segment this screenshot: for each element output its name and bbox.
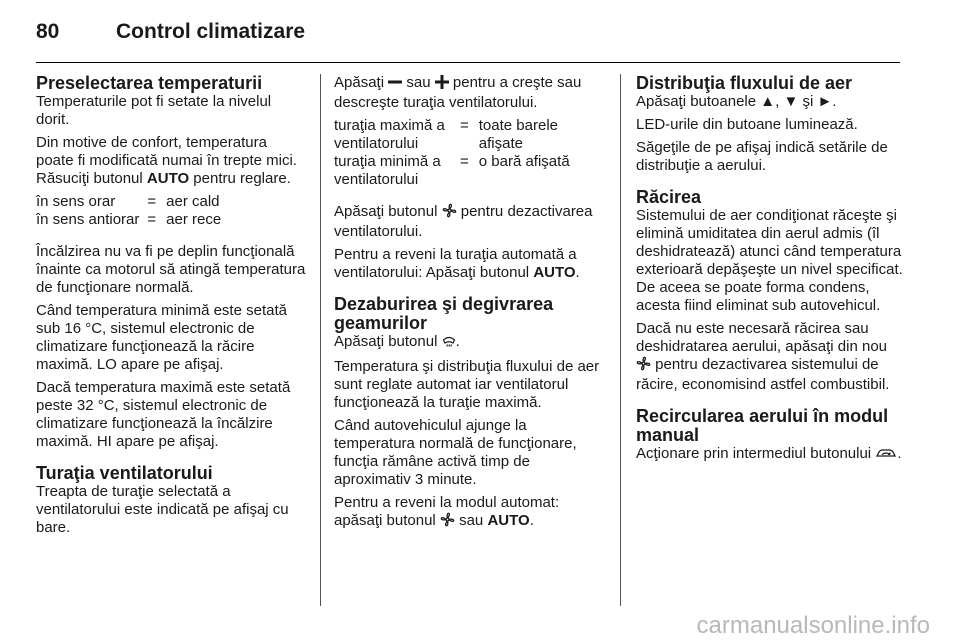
paragraph: Din motive de confort, temperatura poate fi modificată numai în trepte mici. Răsuciţi butonul AUTO pentru reglare. [36, 134, 297, 187]
rotation-table [36, 193, 221, 229]
fan-icon [442, 203, 457, 223]
heading-cooling: Răcirea [636, 187, 702, 207]
column-3 [636, 74, 906, 470]
paragraph: Încălzirea nu va fi pe deplin funcţională înainte ca motorul să atingă temperatura de funcţionare normală. [36, 243, 306, 296]
column-2 [334, 74, 604, 537]
paragraph: Săgeţile de pe afişaj indică setările de distribuţie a aerului. [636, 139, 888, 174]
auto-button-ref: AUTO [533, 264, 576, 281]
paragraph: Temperaturile pot fi setate la nivelul dorit. [36, 93, 272, 128]
column-1 [36, 74, 308, 542]
heading-air-distribution: Distribuţia fluxului de aer [636, 73, 853, 93]
column-divider-1 [320, 74, 321, 606]
paragraph: Acţionare prin intermediul butonului . [636, 445, 906, 465]
windshield-defrost-icon [442, 334, 456, 353]
auto-button-ref: AUTO [487, 512, 530, 529]
watermark: carmanualsonline.info [696, 612, 930, 639]
fan-icon [636, 356, 651, 376]
table-row: turaţia maximă a ventilatorului = toate barele afişate [334, 117, 558, 152]
page-number: 80 [36, 20, 60, 43]
minus-icon [388, 75, 402, 94]
paragraph: Când temperatura minimă este setată sub 16 °C, sistemul electronic de climatizare funcţionează la răcire maximă. LO apare pe afişaj. [36, 302, 287, 373]
paragraph: Apăsaţi butoanele ▲, ▼ şi ►. [636, 93, 837, 110]
paragraph: Apăsaţi butonul . [334, 333, 604, 353]
paragraph: Temperatura şi distribuţia fluxului de aer sunt reglate automat iar ventilatorul funcţionează la turaţie maximă. [334, 358, 600, 411]
heading-recirculation: Recircularea aerului în modul manual [636, 406, 889, 445]
paragraph: Dacă nu este necesară răcirea sau deshidratarea aerului, apăsaţi din nou pentru dezactivarea sistemului de răcire, economisind astfel combustibil. [636, 320, 890, 393]
table-row: turaţia minimă a ventilatorului = o bară afişată [334, 153, 570, 188]
plus-icon [435, 75, 449, 94]
paragraph: Sistemului de aer condiţionat răceşte şi elimină umiditatea din aerul admis (îl deshidratează) atunci când temperatura exterioară depăşeşte un nivel specificat. De aceea se poate forma condens, acesta fiind eliminat sub autovehicul. [636, 207, 903, 314]
fan-speed-table [334, 117, 604, 189]
heading-defrost: Dezaburirea şi degivrarea geamurilor [334, 294, 554, 333]
heading-temperature-preselect: Preselectarea temperaturii [36, 73, 263, 93]
section-title: Control climatizare [116, 20, 306, 43]
recirculation-car-icon [875, 446, 897, 465]
table-row: în sens orar = aer cald [36, 193, 220, 210]
paragraph: LED-urile din butoane luminează. [636, 116, 858, 133]
paragraph: Treapta de turaţie selectată a ventilatorului este indicată pe afişaj cu bare. [36, 483, 289, 536]
paragraph: Apăsaţi sau pentru a creşte sau descreşte turaţia ventilatorului. [334, 74, 582, 111]
paragraph: Dacă temperatura maximă este setată peste 32 °C, sistemul electronic de climatizare funcţionează la încălzire maximă. HI apare pe afişaj. [36, 379, 291, 450]
table-row: în sens antiorar = aer rece [36, 211, 222, 228]
heading-fan-speed: Turaţia ventilatorului [36, 463, 213, 483]
paragraph: Pentru a reveni la modul automat: apăsaţi butonul sau AUTO. [334, 494, 604, 532]
auto-button-ref: AUTO [146, 170, 190, 187]
header-rule [36, 62, 900, 63]
paragraph: Apăsaţi butonul pentru dezactivarea ventilatorului. [334, 203, 593, 240]
paragraph: Pentru a reveni la turaţia automată a ventilatorului: Apăsaţi butonul AUTO. [334, 246, 580, 281]
paragraph: Când autovehiculul ajunge la temperatura normală de funcţionare, funcţia rămâne activă timp de aproximativ 3 minute. [334, 417, 577, 488]
fan-icon [440, 512, 455, 532]
column-divider-2 [620, 74, 621, 606]
